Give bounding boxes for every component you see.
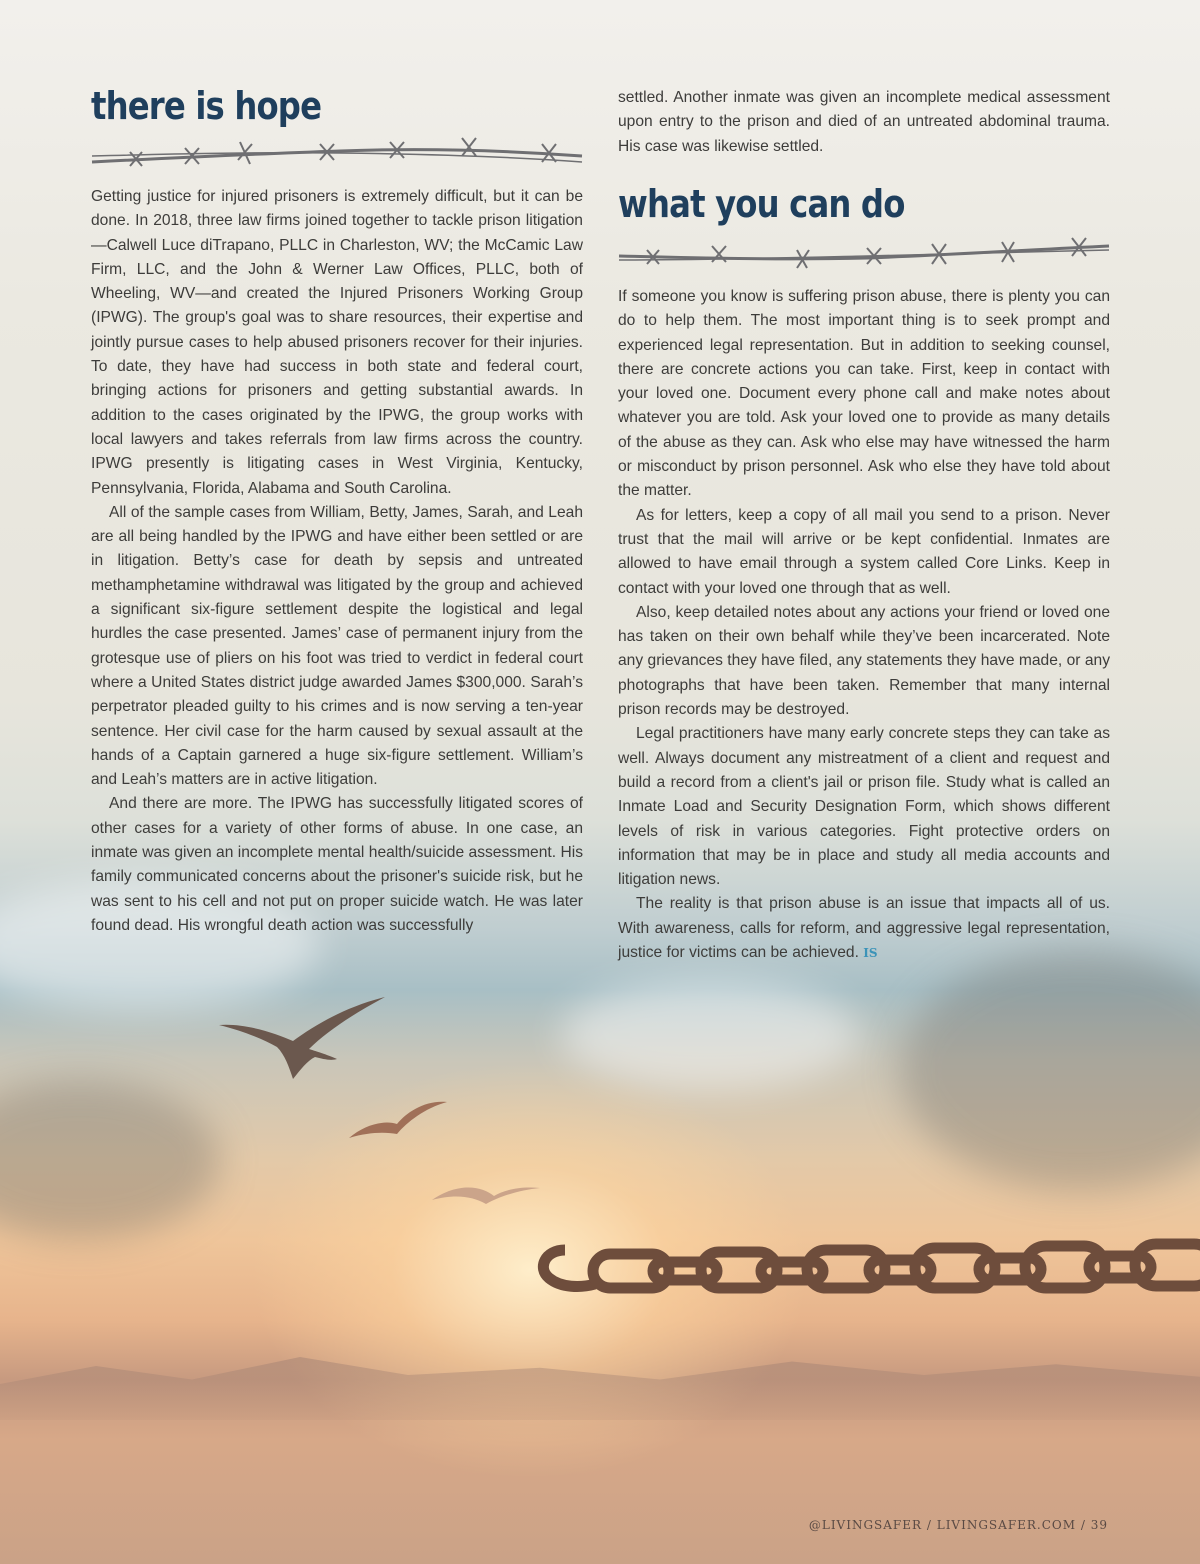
page-footer: @LIVINGSAFER / LIVINGSAFER.COM / 39: [808, 1518, 1108, 1532]
cloud-left-low: [0, 1080, 220, 1240]
paragraph: If someone you know is suffering prison abuse, there is plenty you can do to help them. The most important thing is to seek prompt and experienced legal representation. But in addition to seeking counsel, there are concrete actions you can take. First, keep in contact with your loved one. Document every phone call and make notes about whatever you are told. Ask your loved one to provide as many details of the abuse as they can. Ask who else may have witnessed the harm or misconduct by prison personnel. Ask who else they have told about the matter.: [618, 288, 1110, 500]
paragraph: All of the sample cases from William, Betty, James, Sarah, and Leah are all being handled by the IPWG and have either been settled or are in litigation. Betty’s case for death by sepsis and untreated methamphetamine withdrawal was litigated by the group and achieved a significant six-figure settlement despite the logistical and legal hurdles the case presented. James’ case of permanent injury from the grotesque use of pliers on his foot was tried to verdict in federal court where a United States district judge awarded James $300,000. Sarah’s perpetrator pleaded guilty to his crimes and is now serving a ten-year sentence. Her civil case for the harm caused by sexual assault at the hands of a Captain garnered a huge six-figure settlement. William’s and Leah’s matters are in active litigation.: [91, 503, 583, 789]
barbed-wire-divider: [617, 236, 1111, 270]
broken-chain-icon: [535, 1230, 1200, 1310]
right-column: [618, 285, 1110, 965]
right-column-top: [618, 86, 1110, 159]
left-column: [91, 185, 583, 938]
paragraph: Also, keep detailed notes about any actions your friend or loved one has taken on their own behalf while they’ve been incarcerated. Note any grievances they have filed, any statements they have made, or any photographs that have been taken. Remember that many internal prison records may be destroyed.: [618, 603, 1110, 719]
paragraph: settled. Another inmate was given an incomplete medical assessment upon entry to the prison and died of an untreated abdominal trauma. His case was likewise settled.: [618, 89, 1110, 155]
bird-icon: [345, 1098, 450, 1143]
section-heading-todo: what you can do: [618, 182, 905, 226]
cloud-right: [900, 950, 1200, 1190]
paragraph-final: [618, 892, 1110, 965]
end-mark-logo: IS: [863, 946, 878, 961]
paragraph: As for letters, keep a copy of all mail you send to a prison. Never trust that the mail will arrive or be kept confidential. Inmates are allowed to have email through a system called Core Links. Keep in contact with your loved one through that as well.: [618, 506, 1110, 597]
paragraph: And there are more. The IPWG has successfully litigated scores of other cases for a variety of other forms of abuse. In one case, an inmate was given an incomplete mental health/suicide assessment. His family communicated concerns about the prisoner's suicide risk, but he was sent to his cell and not put on proper suicide watch. He was later found dead. His wrongful death action was successfully: [91, 795, 583, 934]
paragraph-text: The reality is that prison abuse is an issue that impacts all of us. With awareness, calls for reform, and aggressive legal representation, justice for victims can be achieved.: [618, 895, 1110, 962]
barbed-wire-divider: [90, 134, 584, 168]
bird-icon: [215, 995, 390, 1085]
section-heading-hope: there is hope: [91, 84, 322, 128]
bird-icon: [428, 1180, 543, 1210]
paragraph: Getting justice for injured prisoners is extremely difficult, but it can be done. In 2018, three law firms joined together to tackle prison litigation—Calwell Luce diTrapano, PLLC in Charleston, WV; the McCamic Law Firm, LLC, and the John & Werner Law Offices, PLLC, both of Wheeling, WV—and created the Injured Prisoners Working Group (IPWG). The group's goal was to share resources, their expertise and jointly pursue cases to help abused prisoners recover for their injuries. To date, they have had success in both state and federal court, bringing actions for prisoners and getting substantial awards. In addition to the cases originated by the IPWG, the group works with local lawyers and takes referrals from law firms across the country. IPWG presently is litigating cases in West Virginia, Kentucky, Pennsylvania, Florida, Alabama and South Carolina.: [91, 188, 583, 497]
paragraph: Legal practitioners have many early concrete steps they can take as well. Always document any mistreatment of a client and request and build a record from a client's jail or prison file. Study what is called an Inmate Load and Security Designation Form, which shows different levels of risk in various categories. Fight protective orders on information that may be in place and study all media accounts and litigation news.: [618, 725, 1110, 889]
